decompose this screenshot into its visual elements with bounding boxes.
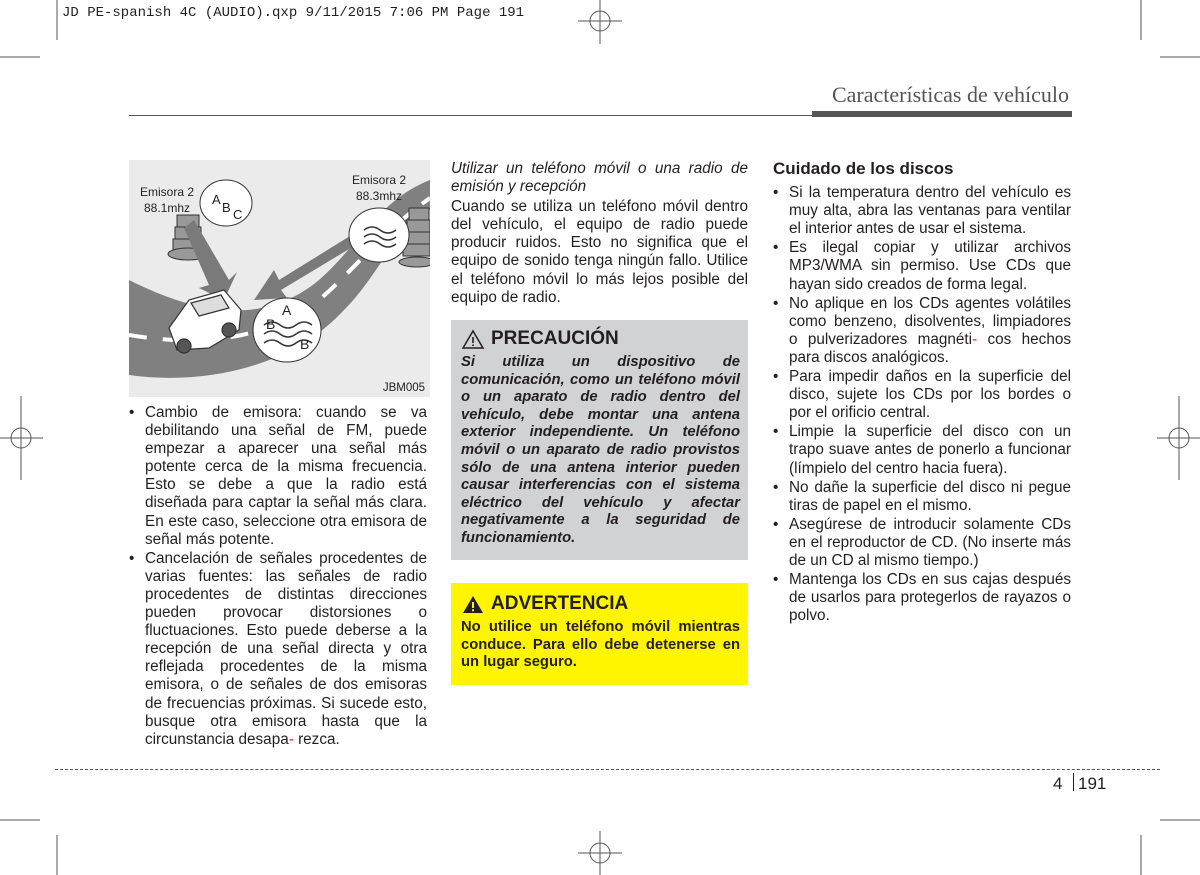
list-item: • Cambio de emisora: cuando se va debilitando una señal de FM, puede empezar a aparecer una señal más potente cerca de la misma frecuencia. Esto se debe a que la radio está diseñada para captar la señal más clara. En este caso, seleccione otra emisora de señal más potente. [129,404,427,549]
list-item: • No dañe la superficie del disco ni pegue tiras de papel en el mismo. [773,479,1071,515]
bullet-list [773,184,1071,625]
section-title: Características de vehículo [831,82,1069,107]
station-right-name: Emisora 2 [351,173,407,187]
list-item: • Cancelación de señales procedentes de varias fuentes: las señales de radio procedentes de distintas direcciones pueden provocar distorsiones o fluctuaciones. Esto puede deberse a la recepción de una señal directa y otra reflejada procedentes de la misma emisora, o de señales de dos emisoras de frecuencias próximas. Si sucede esto, busque otra emisora hasta que la circunstancia desapa- rezca. [129,550,427,749]
hyphen: - [972,330,978,348]
bubble-label-c: C [233,207,243,222]
signal-bubble-right [349,208,409,262]
warning-title: ADVERTENCIA [491,593,629,614]
station-right-frequency: 88.3mhz [355,189,403,203]
column-2 [451,160,748,307]
list-item: • Para impedir daños en la superficie del disco, sujete los CDs por los bordes o por el orificio central. [773,368,1071,422]
column-3 [773,160,1071,626]
list-item: • Es ilegal copiar y utilizar archivos MP3/WMA sin permiso. Use CDs que hayan sido creados de forma legal. [773,239,1071,293]
subheading: Utilizar un teléfono móvil o una radio de emisión y recepción [451,160,748,196]
print-slug: JD PE-spanish 4C (AUDIO).qxp 9/11/2015 7:06 PM Page 191 [62,5,525,21]
caution-title: PRECAUCIÓN [491,328,619,349]
station-left-name: Emisora 2 [139,185,195,199]
car-bubble-label-b-reflected: B [300,336,310,352]
car-bubble-label-a: A [282,302,292,318]
bubble-label-b: B [222,200,231,215]
caution-text: Si utiliza un dispositivo de comunicación, como un teléfono móvil o un aparato de radio dentro del vehículo, debe montar una antena exterior independiente. Un teléfono móvil o un aparato de radio provistos sólo de una antena interior pueden causar interferencias con el sistema eléctrico del vehículo y afectar negativamente a la seguridad de funcionamiento. [461,354,740,546]
chapter-number: 4 [1053,774,1063,793]
section-heading: Cuidado de los discos [773,159,954,178]
list-item: • Asegúrese de introducir solamente CDs en el reproductor de CD. (No inserte más de un CD al mismo tiempo.) [773,516,1071,570]
radio-reception-figure [129,160,430,397]
warning-text: No utilice un teléfono móvil mientras conduce. Para ello debe detenerse en un lugar seguro. [461,619,740,671]
paragraph: Cuando se utiliza un teléfono móvil dentro del vehículo, el equipo de radio puede producir ruidos. Esto no significa que el equipo de sonido tenga ningún fallo. Utilice el teléfono móvil lo más lejos posible del equipo de radio. [451,198,748,306]
list-item: • Mantenga los CDs en sus cajas después de usarlos para protegerlos de rayazos o polvo. [773,571,1071,625]
car-bubble-label-b: B [266,316,276,332]
list-item: • No aplique en los CDs agentes volátiles como benzeno, disolventes, limpiadores o pulverizadores magnéti- cos hechos para discos analógicos. [773,295,1071,367]
caution-icon [461,329,485,350]
hyphen: - [288,730,294,748]
figure-code: JBM005 [382,382,425,394]
footer-rule [55,769,1160,770]
station-left-frequency: 88.1mhz [143,201,191,215]
list-item: • Si la temperatura dentro del vehículo es muy alta, abra las ventanas para ventilar el interior antes de usar el sistema. [773,184,1071,238]
caution-box [451,320,748,560]
list-item: • Limpie la superficie del disco con un trapo suave antes de ponerlo a funcionar (límpielo del centro hacia fuera). [773,423,1071,477]
column-1 [129,404,427,750]
page-number: 191 [1078,774,1107,793]
warning-box [451,583,748,685]
warning-icon [461,594,485,615]
bullet-list [129,404,427,749]
header-rule-accent [812,111,1072,117]
bubble-label-a: A [212,192,221,207]
page-number-divider [1073,773,1074,791]
